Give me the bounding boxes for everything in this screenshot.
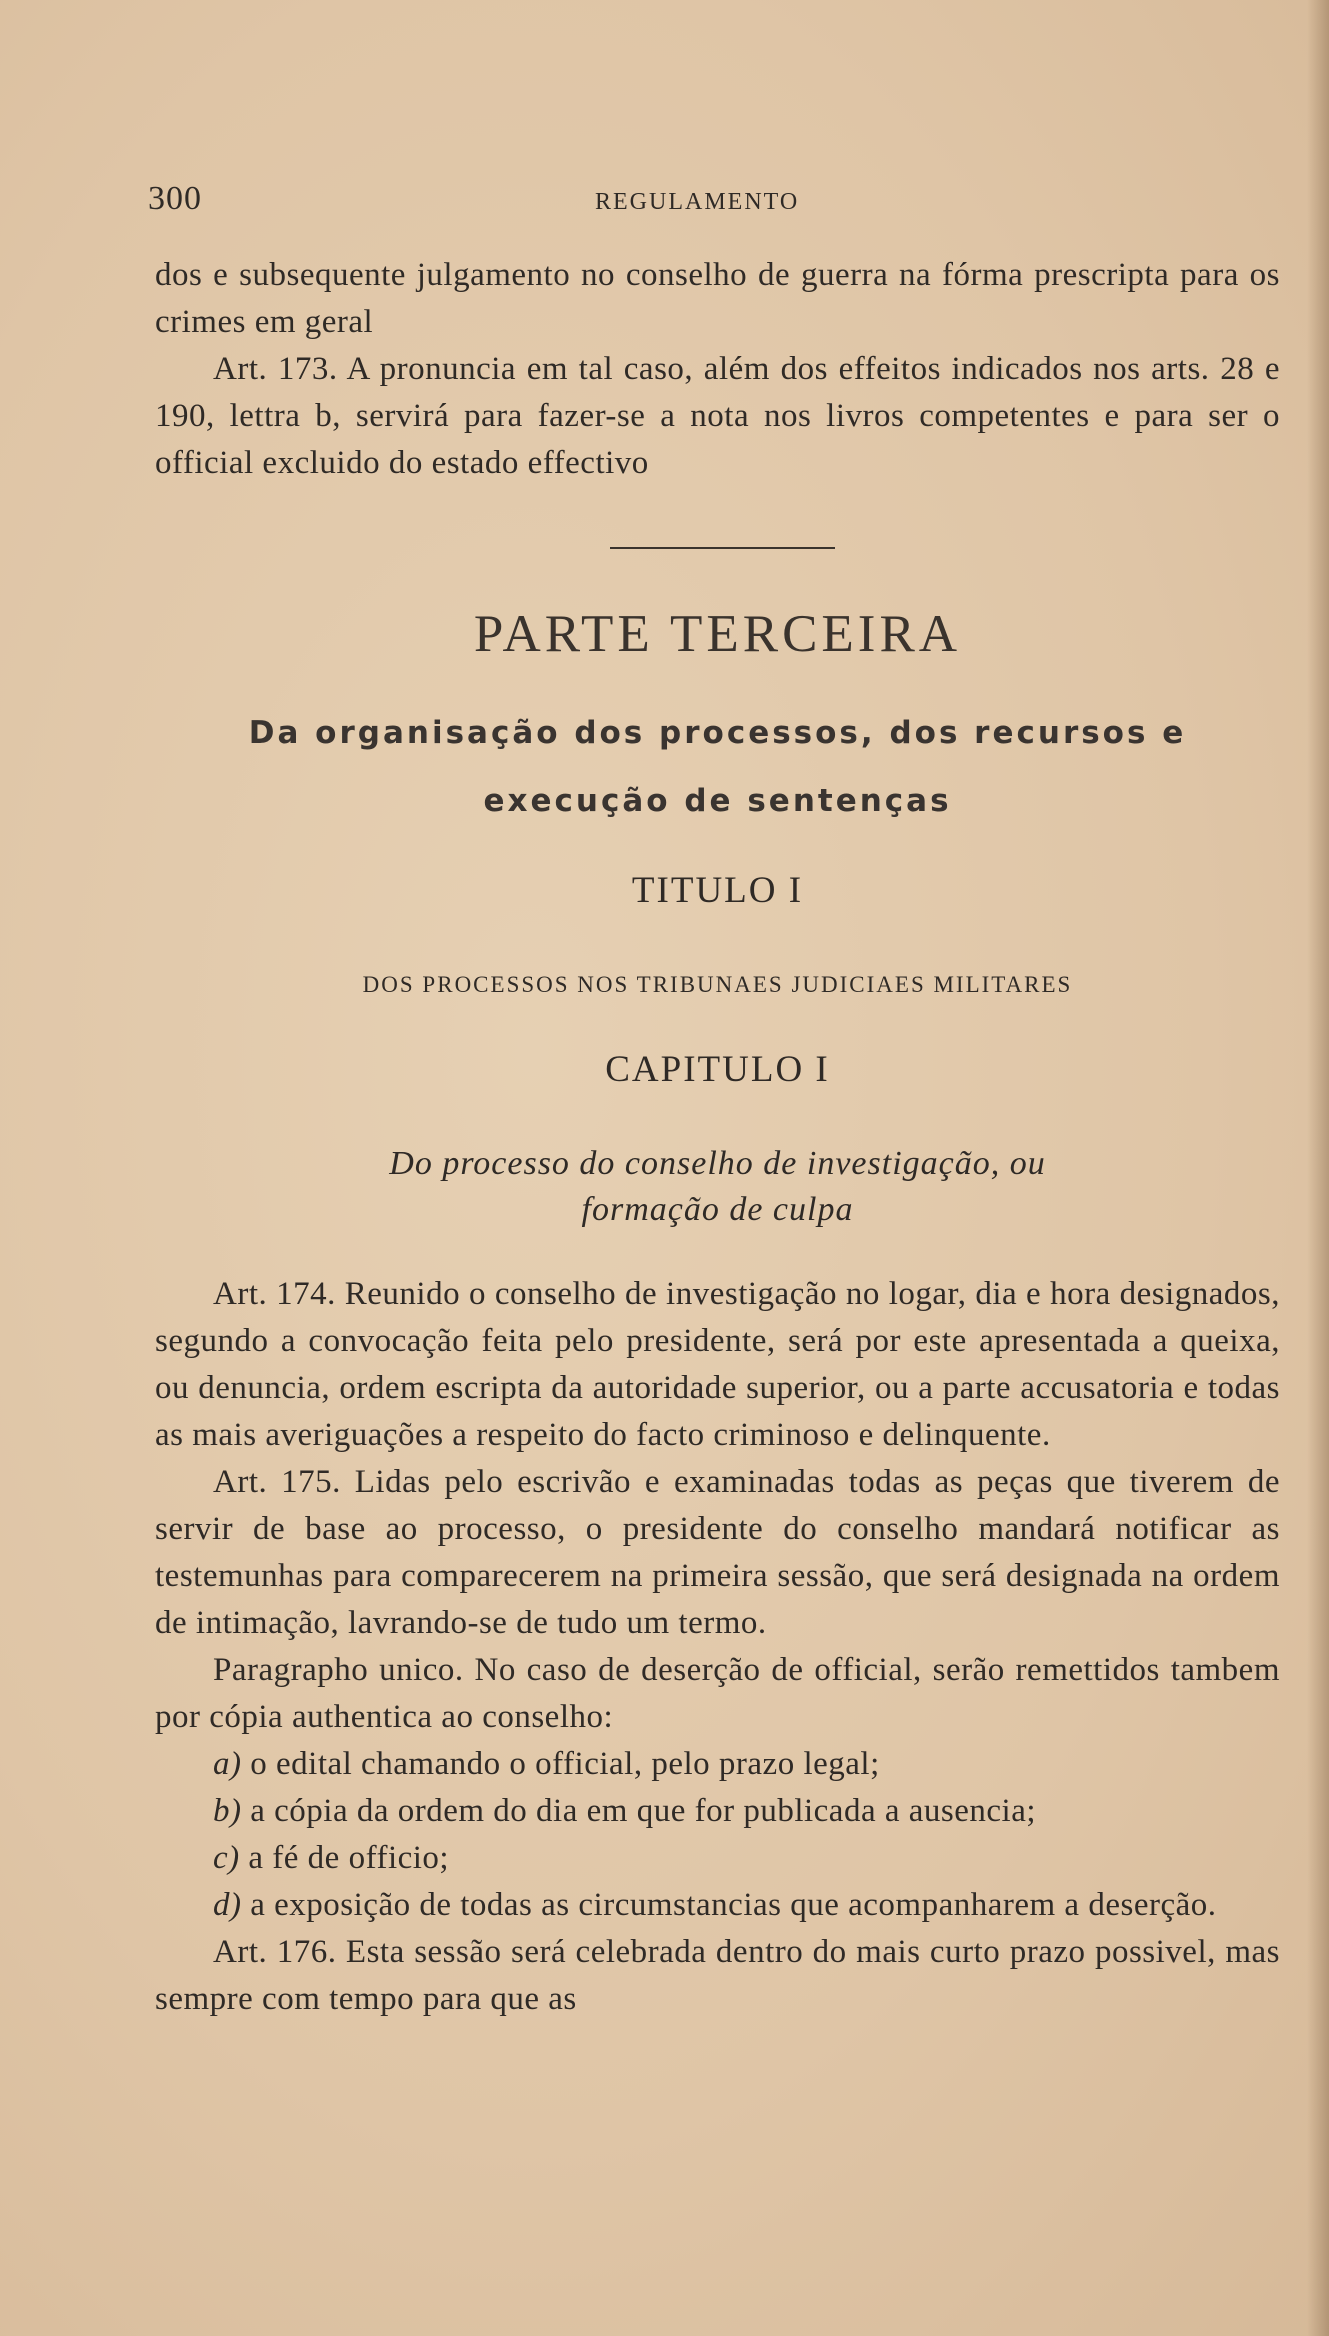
part-subtitle <box>155 699 1280 835</box>
list-item-c-letter: c) <box>213 1840 240 1876</box>
running-title: REGULAMENTO <box>595 189 800 215</box>
list-item-d-text: a exposição de todas as circumstancias que acompanharem a deserção. <box>250 1887 1217 1923</box>
paragrapho-unico: Paragrapho unico. No caso de deserção de official, serão remettidos tambem por cópia authentica ao conselho: <box>155 1652 1280 1735</box>
capitulo-subheading <box>155 1141 1280 1233</box>
section-divider <box>610 547 835 549</box>
page-edge-shadow <box>1307 0 1329 2336</box>
art-173-paragraph: Art. 173. A pronuncia em tal caso, além dos effeitos indicados nos arts. 28 e 190, lettra b, servirá para fazer-se a nota nos livros competentes e para ser o official excluido do estado effectivo <box>155 351 1280 481</box>
titulo-subheading: DOS PROCESSOS NOS TRIBUNAES JUDICIAES MILITARES <box>362 972 1073 997</box>
continuation-paragraph: dos e subsequente julgamento no conselho de guerra na fórma prescripta para os crimes em geral <box>155 257 1280 340</box>
list-item-d-letter: d) <box>213 1887 242 1923</box>
list-item-a-letter: a) <box>213 1746 242 1782</box>
part-subtitle-line-2: execução de sentenças <box>483 783 952 819</box>
part-title: PARTE TERCEIRA <box>473 605 962 663</box>
running-head <box>148 180 1280 230</box>
capitulo-subheading-line-1: Do processo do conselho de investigação, ou <box>389 1145 1046 1182</box>
titulo-heading: TITULO I <box>631 870 804 911</box>
art-175-paragraph: Art. 175. Lidas pelo escrivão e examinadas todas as peças que tiverem de servir de base ao processo, o presidente do conselho mandará notificar as testemunhas para comparecerem na primeira sessão, que será designada na ordem de intimação, lavrando-se de tudo um termo. <box>155 1464 1280 1641</box>
list-item-b-letter: b) <box>213 1793 242 1829</box>
list-item-b-text: a cópia da ordem do dia em que for publicada a ausencia; <box>250 1793 1037 1829</box>
list-item-c <box>155 1835 1280 1882</box>
page-number: 300 <box>148 180 202 217</box>
art-174-paragraph: Art. 174. Reunido o conselho de investigação no logar, dia e hora designados, segundo a convocação feita pelo presidente, será por este apresentada a queixa, ou denuncia, ordem escripta da autoridade superior, ou a parte accusatoria e todas as mais averiguações a respeito do facto criminoso e delinquente. <box>155 1276 1280 1453</box>
capitulo-subheading-line-2: formação de culpa <box>581 1191 854 1228</box>
list-item-c-text: a fé de officio; <box>248 1840 450 1876</box>
list-item-a <box>155 1741 1280 1788</box>
list-item-a-text: o edital chamando o official, pelo prazo legal; <box>250 1746 880 1782</box>
page-content <box>148 180 1280 2023</box>
capitulo-heading: CAPITULO I <box>605 1049 830 1090</box>
art-176-paragraph: Art. 176. Esta sessão será celebrada dentro do mais curto prazo possivel, mas sempre com tempo para que as <box>155 1934 1280 2017</box>
part-subtitle-line-1: Da organisação dos processos, dos recursos e <box>248 715 1187 751</box>
list-item-b <box>155 1788 1280 1835</box>
list-item-d <box>155 1882 1280 1929</box>
